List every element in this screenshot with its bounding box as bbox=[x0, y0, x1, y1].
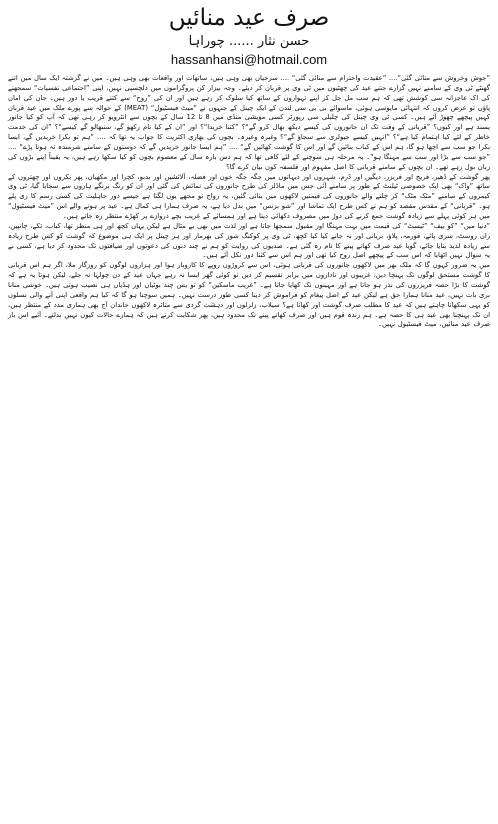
article-paragraph: ”جوش وخروش سے منائی گئی“.... ”عقیدت واحترام سے منائی گئی“ .... سرخیاں بھی وہی ہیں، ساتھات اور واقعات بھی وہی ہیں۔ میں نے گزشتہ ایک سال میں اتنے گھنٹے ٹی وی کے سامنے نہیں گزارے جتنے عید کی چھٹیوں میں ٹی وی پر قربان کر دیئے۔ وجہ بیزار کن پروگراموں میں دلچسپی نہیں، اپنی ”اجتماعی نفسیات“ سمجھنے کی اک عاجزانہ سی کوشش تھی کہ ہم سب مل جل کر اپنے تہواروں کے ساتھ کیا سلوک کر رہے ہیں اور ان کی ”روح“ سے کتنے قریب یا دور ہیں۔ جان کی امان پاؤں تو عرض کروں کہ انتہائی مایوسی ہوئی، ماسوائے بی بی سی لندن کے ایک چینل کے جنہوں نے ”میٹ فیسٹیول“ (MEAT) کے حوالہ سے پورے ملک میں عید قربان کہیں پیچھے چھوڑ آئے ہیں۔ کسی ٹی وی چینل کی چلبلی سی رپورٹر کسی مویشی منڈی میں 8 تا 12 سال کے بچوں سے انٹرویو کر رہی تھی کہ آپ کو کیا جانور پسند ہے اور کیوں؟ ”قربانی کے وقت تک ان جانوروں کی کیسے دیکھ بھال کرو گے“؟ ”کتنا خریدا“؟ اور ”ان کے کیا نام رکھو گے، سنبھالو گے کیسے“؟ ”ان کی خدمت خاطر کے لئے کیا اہتمام کیا ہے“؟ ”انہیں کیسے جیولری سے سجاؤ گے“؟ وغیرہ وغیرہ۔ بچوں کی بھاری اکثریت کا جواب یہ تھا کہ .... ”ہم تو بکرا خریدیں گے، ایسا بکرا جو سب سے اچھا ہو گا، ہم اس کے کباب بنائیں گے اور اس کا گوشت کھائیں گے“ .... ”ہم ایسا جانور خریدیں گے کہ دوستوں کے سامنے شرمندہ نہ ہونا پڑے“ .... ”جو سب سے بڑا اور سب سے مہنگا ہو“۔ یہ مرحلہ ہی سوچنے کے لئے کافی تھا کہ ہم دس بارہ سال کے معصوم بچوں کو کیا سکھا رہے ہیں، یہ یقیناً اپنے بڑوں کی زبان بول رہے تھے۔ ان بچوں کے سامنے قربانی کا اصل مفہوم اور فلسفہ کون بیان کرے گا؟ bbox=[8, 74, 490, 171]
article-paragraph: ”دنیا میں“ ”کو بیف“ ”ٹیسٹ“ کی قیمت میں بہت مہنگا اور مقبول سمجھا جاتا ہے اور لذت میں بھی بے مثال ہے لیکن یہاں کچھ اور ہی منظر تھا، کباب، تکے، چانپیں، ران روسٹ، سری پائے، قورمہ، پلاؤ، بریانی اور نہ جانے کیا کیا کچھ، ٹی وی پر کوکنگ شوز کی بھرمار اور ہر چینل پر ایک ہی موضوع کہ گوشت کو کس طرح زیادہ سے زیادہ لذیذ بنایا جائے، گویا عید صرف کھانے پینے کا نام رہ گئی ہے۔ صدیوں کی روایت کو ہم نے چند دنوں کی دعوتوں اور ضیافتوں تک محدود کر دیا ہے، کسی نے یہ سوال نہیں اٹھایا کہ اس سب کے پیچھے اصل روح کیا تھی اور ہم اس سے کتنا دور نکل آئے ہیں۔ bbox=[8, 221, 490, 260]
article-paragraph: میں یہ ضرور کہوں گا کہ ملک بھر میں لاکھوں جانوروں کی قربانی ہوئی، اس سے کروڑوں روپے کا کاروبار ہوا اور ہزاروں لوگوں کو روزگار ملا، اگر ہم اس قربانی کا گوشت مستحق لوگوں تک پہنچا دیں، غریبوں اور ناداروں میں برابر تقسیم کر دیں تو کوئی گھر ایسا نہ رہے جہاں عید کے دن چولہا نہ جلے، لیکن ہوتا یہ ہے کہ گوشت کا بڑا حصہ فریزروں کی نذر ہو جاتا ہے اور مہینوں تک کھایا جاتا ہے۔ ”غریب ماسکین“ کو تو بس چند بوٹیاں اور ہڈیاں ہی نصیب ہوتی ہیں۔ خوشی منانا بری بات نہیں، عید منانا ہمارا حق ہے لیکن عید کے اصل پیغام کو فراموش کر دینا کسی طور درست نہیں۔ ہمیں سوچنا ہو گا کہ کیا ہم واقعی اپنی آنے والی نسلوں کو یہی سکھانا چاہتے ہیں کہ عید کا مطلب صرف گوشت اور کھانا ہے؟ سیلاب، زلزلوں اور دہشت گردی سے متاثرہ لاکھوں خاندان آج بھی ہماری مدد کے منتظر ہیں، ان تک پہنچنا بھی عید ہی کا حصہ ہے۔ ہم زندہ قوم ہیں اور صرف کھانے پینے تک محدود ہیں، پھر شکایت کرتے ہیں کہ ہمارے حالات کیوں نہیں بدلتے۔ آئیے اس بار صرف عید منائیں، میٹ فیسٹیول نہیں۔ bbox=[8, 261, 490, 329]
author-email: hassanhansi@hotmail.com bbox=[170, 52, 328, 67]
article-byline: حسن نثار ...... چوراہا bbox=[188, 34, 310, 49]
article-paragraph: پھر گوشت کے ڈھیر، فریج اور فریزر، دیگیں اور ڈرم، شہروں اور دیہاتوں میں جگہ جگہ خون اور فضلہ، آلائشیں اور بدبو، کچرا اور مکھیاں، پھر بکروں اور چھتروں کے ساتھ ”واک“ بھی ایک خصوصی ٹیلنٹ کے طور پر سامنے آئی جس میں ماڈلز کی طرح جانوروں کی نمائش کی گئی اور ان کو رنگ برنگے ہاروں سے سجایا گیا، ٹی وی کیمروں کے سامنے ”مٹک مٹک“ کر چلنے والے جانوروں کی قیمتیں لاکھوں میں بتائی گئیں، یہ رواج تو مجھے یوں لگتا ہے جیسے دور جاہلیت کی کسی رسم کا ری پلے ہو۔ ”قربانی“ کے مقدس مقصد کو ہم نے کس طرح ایک تماشا اور ”شو بزنس“ میں بدل دیا ہے، یہ صرف ہمارا ہی کمال ہے۔ عید پر ہونے والے اس ”میٹ فیسٹیول“ میں ہر کوئی پہلے سے زیادہ گوشت جمع کرنے کی دوڑ میں مصروف دکھائی دیتا ہے اور ہمسائے کے غریب بچے دروازے پر کھڑے منتظر رہ جاتے ہیں۔ bbox=[8, 172, 490, 221]
article-body bbox=[8, 74, 490, 330]
article-title: صرف عید منائیں bbox=[168, 5, 330, 31]
